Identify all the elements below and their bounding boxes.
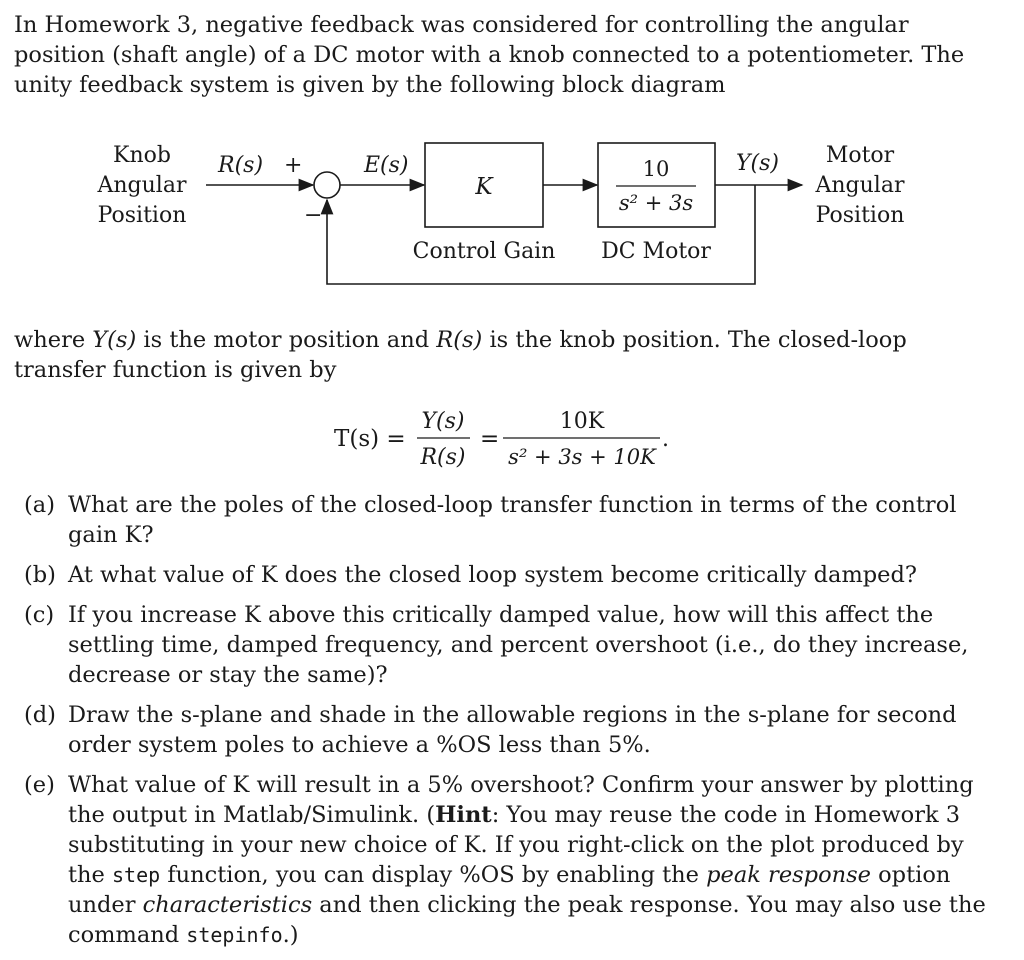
mid-text-3: is the knob position. The closed-loop transfer function is given by bbox=[14, 327, 907, 383]
question-c bbox=[24, 600, 999, 690]
question-d bbox=[24, 700, 999, 760]
question-text: Draw the s-plane and shade in the allowable regions in the s-plane for second order system poles to achieve a %OS less than 5%. bbox=[68, 702, 957, 758]
q-e-text-6: .) bbox=[282, 922, 299, 948]
q-e-text-5: and then clicking the peak response. You may also use the command bbox=[68, 892, 986, 948]
question-label: (e) bbox=[24, 772, 55, 798]
mid-paragraph bbox=[14, 325, 1004, 385]
eq-frac1-den: R(s) bbox=[420, 445, 466, 470]
eq-equals: = bbox=[480, 426, 500, 452]
plant-denominator: s² + 3s bbox=[618, 191, 694, 215]
question-b bbox=[24, 560, 999, 590]
hint-label: Hint bbox=[435, 802, 492, 828]
block-diagram bbox=[0, 138, 1024, 298]
r-signal-label: R(s) bbox=[218, 153, 264, 178]
output-label-line3: Position bbox=[815, 203, 905, 228]
plant-numerator: 10 bbox=[642, 157, 670, 181]
q-e-text-2: : You may reuse the code in Homework 3 substituting in your new choice of K. If you right-click on the plot produced by the bbox=[68, 802, 964, 888]
q-e-text-4: option under bbox=[68, 862, 951, 918]
summing-junction bbox=[314, 172, 340, 198]
characteristics-term: characteristics bbox=[142, 892, 313, 918]
question-label: (b) bbox=[24, 562, 56, 588]
step-command: step bbox=[112, 863, 161, 887]
mid-text-1: where bbox=[14, 327, 93, 353]
eq-end: . bbox=[662, 427, 669, 452]
question-label: (a) bbox=[24, 492, 55, 518]
question-list bbox=[24, 490, 999, 960]
question-e bbox=[24, 770, 999, 950]
controller-caption: Control Gain bbox=[412, 239, 556, 264]
eq-frac2-num: 10K bbox=[559, 409, 605, 434]
input-label-line3: Position bbox=[97, 203, 187, 228]
y-symbol: Y(s) bbox=[92, 327, 137, 353]
stepinfo-command: stepinfo bbox=[186, 923, 283, 947]
plus-sign: + bbox=[284, 153, 303, 178]
output-label-line1: Motor bbox=[825, 143, 895, 168]
question-text bbox=[68, 770, 999, 950]
r-symbol: R(s) bbox=[436, 327, 483, 353]
question-text: What are the poles of the closed-loop transfer function in terms of the control gain K? bbox=[68, 492, 957, 548]
y-signal-label: Y(s) bbox=[736, 151, 779, 176]
eq-frac2-den: s² + 3s + 10K bbox=[508, 445, 656, 469]
controller-gain-symbol: K bbox=[475, 174, 493, 200]
intro-paragraph: In Homework 3, negative feedback was considered for controlling the angular position (shaft angle) of a DC motor with a knob connected to a potentiometer. The unity feedback system is given by the following block diagram bbox=[14, 12, 965, 98]
question-label: (d) bbox=[24, 702, 56, 728]
q-e-text-3: function, you can display %OS by enabling the bbox=[160, 862, 707, 888]
e-signal-label: E(s) bbox=[364, 153, 409, 178]
minus-sign: − bbox=[304, 203, 323, 228]
transfer-function-equation bbox=[0, 404, 1024, 474]
q-e-text-1: What value of K will result in a 5% overshoot? Confirm your answer by plotting the output in Matlab/Simulink. ( bbox=[68, 772, 974, 828]
peak-response-term: peak response bbox=[706, 862, 871, 888]
question-text: At what value of K does the closed loop system become critically damped? bbox=[68, 562, 917, 588]
plant-caption: DC Motor bbox=[601, 239, 711, 264]
question-text: If you increase K above this critically damped value, how will this affect the settling time, damped frequency, and percent overshoot (i.e., do they increase, decrease or stay the same)? bbox=[68, 602, 969, 688]
output-label-line2: Angular bbox=[815, 173, 905, 198]
eq-frac1-num: Y(s) bbox=[421, 409, 465, 434]
input-label-line1: Knob bbox=[113, 143, 171, 168]
eq-lhs: T(s) = bbox=[334, 426, 406, 452]
mid-text-2: is the motor position and bbox=[136, 327, 437, 353]
input-label-line2: Angular bbox=[97, 173, 187, 198]
question-label: (c) bbox=[24, 602, 55, 628]
question-a bbox=[24, 490, 999, 550]
